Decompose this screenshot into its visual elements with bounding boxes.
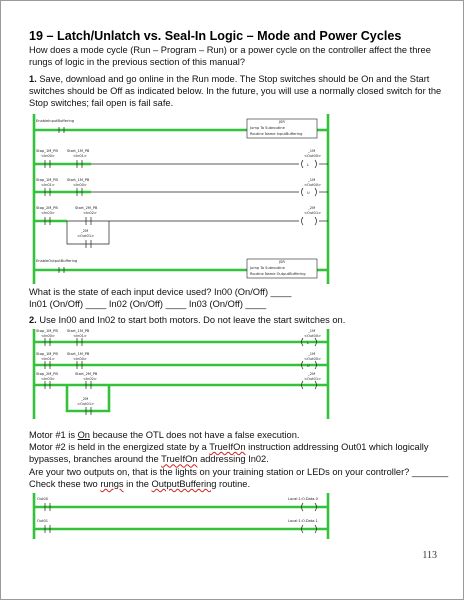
jsr-line-2: Routine Name InputBuffering bbox=[250, 132, 303, 136]
contact-address: <In02> bbox=[83, 377, 97, 381]
coil-label: Local:1:O.Data.1 bbox=[288, 519, 318, 523]
contact-address: <In02> bbox=[83, 211, 97, 215]
contact-label: Out01 bbox=[37, 519, 49, 523]
contact-label: EnableInputBuffering bbox=[36, 119, 75, 123]
contact-address: <In00> bbox=[73, 183, 87, 187]
text-run: rungs bbox=[100, 478, 124, 489]
coil-label: _1M bbox=[308, 352, 316, 356]
contact-label: Out00 bbox=[37, 497, 49, 501]
contact-address: <In03> bbox=[41, 377, 55, 381]
contact-address: <In03> bbox=[41, 211, 55, 215]
jsr-title: JSR bbox=[279, 120, 285, 124]
coil-type: L bbox=[307, 163, 310, 167]
contact-address: <In01> bbox=[41, 357, 55, 361]
jsr-line-1: Jump To Subroutine bbox=[250, 126, 285, 130]
seal-in-label: _2M bbox=[81, 397, 89, 401]
text-run: Motor #1 is bbox=[29, 430, 78, 440]
contact-address: <In01> bbox=[73, 154, 87, 158]
question-1-line-1: What is the state of each input device used? In00 (On/Off) ____ bbox=[29, 287, 292, 297]
contact-address: <In01> bbox=[73, 334, 87, 338]
contact-address: <In00> bbox=[73, 357, 87, 361]
coil-type: U bbox=[307, 191, 310, 195]
step-1-text: Save, download and go online in the Run mode. The Stop switches should be On and the Start switches should be Off as indicated below. In the future, you will use a normally closed switch for the Stop switches; fail open is fail safe. bbox=[29, 74, 442, 109]
step-1-number: 1. bbox=[29, 74, 37, 84]
coil-address: <Out01> bbox=[304, 211, 322, 215]
page-number: 113 bbox=[422, 550, 437, 561]
contact-address: <In00> bbox=[41, 154, 55, 158]
coil-address: <Out01> bbox=[304, 377, 322, 381]
contact-address: <In00> bbox=[41, 334, 55, 338]
contact-address: <In01> bbox=[41, 183, 55, 187]
coil-type: L bbox=[307, 341, 310, 345]
question-1-line-2: In01 (On/Off) ____ In02 (On/Off) ____ In03 (On/Off) ____ bbox=[29, 299, 267, 310]
text-run: instruction addressing Out01 which logically bypasses, branches around the bbox=[29, 442, 429, 465]
text-run: On bbox=[77, 430, 90, 440]
text-run: Are your two outputs on, that is the lights on your training station or LEDs on your controller? _______ Check these two bbox=[29, 466, 449, 489]
coil-label: _2M bbox=[308, 206, 316, 210]
text-run: routine. bbox=[216, 478, 251, 489]
coil-address: <Out00> bbox=[304, 334, 322, 338]
step-2-number: 2. bbox=[29, 315, 37, 325]
text-run: Motor #2 is held in the energized state by a bbox=[29, 442, 210, 453]
coil-type: U bbox=[307, 364, 310, 368]
contact-label: Start_1M_PB bbox=[67, 329, 90, 333]
coil-label: Local:1:O.Data.0 bbox=[288, 497, 318, 501]
jsr-line-1: Jump To Subroutine bbox=[250, 266, 285, 270]
seal-in-address: <Out01> bbox=[77, 402, 95, 406]
coil-address: <Out00> bbox=[304, 183, 322, 187]
step-2-text: Use In00 and In02 to start both motors. Do not leave the start switches on. bbox=[36, 315, 346, 325]
rung-out01 bbox=[34, 519, 328, 533]
coil-address: <Out00> bbox=[304, 154, 322, 158]
contact-label: Start_1M_PB bbox=[67, 178, 90, 182]
contact-label: Stop_1M_PB bbox=[36, 178, 58, 182]
contact-label: Stop_1M_PB bbox=[36, 329, 58, 333]
text-run: TrueIfOn bbox=[209, 442, 246, 453]
jsr-line-2: Routine Name OutputBuffering bbox=[250, 272, 306, 276]
contact-label: Start_2M_PB bbox=[75, 206, 98, 210]
coil-label: _1M bbox=[308, 149, 316, 153]
text-run: OutputBuffering bbox=[151, 478, 217, 489]
contact-label: Stop_2M_PB bbox=[36, 372, 58, 376]
text-run: addressing In02. bbox=[197, 454, 269, 465]
seal-in-label: _2M bbox=[81, 229, 89, 233]
contact-label: Start_2M_PB bbox=[75, 372, 98, 376]
rung-out00 bbox=[34, 497, 328, 511]
seal-in-address: <Out01> bbox=[77, 234, 95, 238]
contact-label: Stop_1M_PB bbox=[36, 149, 58, 153]
jsr-title: JSR bbox=[279, 260, 285, 264]
coil-label: _1M bbox=[308, 329, 316, 333]
coil-address: <Out00> bbox=[304, 357, 322, 361]
contact-label: Stop_2M_PB bbox=[36, 206, 58, 210]
text-run: TrueIfOn bbox=[161, 454, 198, 465]
intro-paragraph: How does a mode cycle (Run – Program – Run) or a power cycle on the controller affect the three rungs of logic in the previous section of this manual? bbox=[29, 45, 431, 68]
contact-label: Stop_1M_PB bbox=[36, 352, 58, 356]
contact-label: Start_1M_PB bbox=[67, 352, 90, 356]
contact-label: Start_1M_PB bbox=[67, 149, 90, 153]
section-title: 19 – Latch/Unlatch vs. Seal-In Logic – Mode and Power Cycles bbox=[29, 29, 402, 43]
text-run: in the bbox=[123, 478, 152, 489]
ladder-diagram-3 bbox=[1, 1, 464, 600]
text-run: because the OTL does not have a false execution. bbox=[89, 430, 300, 440]
coil-label: _1M bbox=[308, 178, 316, 182]
contact-label: EnableOutputBuffering bbox=[36, 259, 78, 263]
coil-label: _2M bbox=[308, 372, 316, 376]
